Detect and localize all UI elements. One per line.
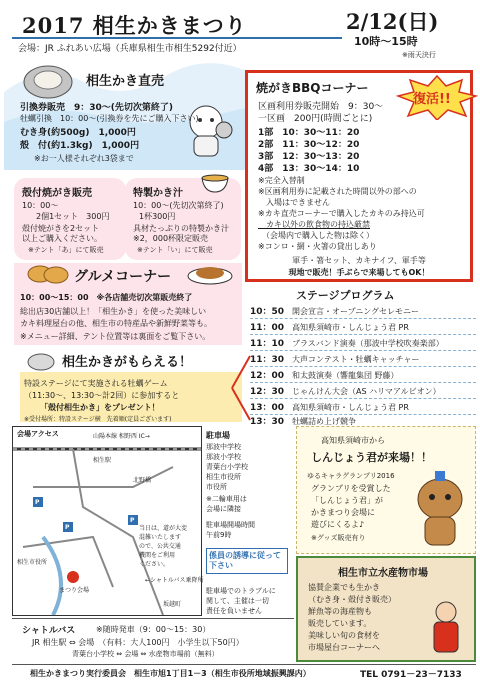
access-map (12, 426, 202, 616)
stage-event: ブラスバンド演奏（那波中学校吹奏楽部） (292, 339, 444, 348)
free-oyster-line-1: 特設ステージにて実施される牡蠣ゲーム (24, 379, 168, 388)
mascot-line: 遊びにくるよ♪ (311, 520, 365, 529)
oyster-soup-line-1: 10：00～(先切次第終了) (133, 201, 224, 210)
grilled-oyster-title: 殻付焼がき販売 (22, 188, 92, 199)
market-line: 協賛企業でも生かき (308, 583, 380, 592)
stage-time: 13：30 (250, 417, 285, 427)
market-line: 美味しい旬の食材を (308, 631, 380, 640)
stage-row (250, 352, 476, 367)
mascot-line: 「しんじょう君」が (311, 496, 383, 505)
parking-info (204, 426, 294, 616)
map-note: 混雑いたします (139, 534, 182, 541)
gourmet-line-1: 10：00～15：00 ※各店舗売切次第販売終了 (20, 293, 193, 302)
map-label: ←シャトルバス乗降所 (145, 577, 204, 584)
parking-list: 青葉台小学校 (206, 463, 248, 471)
grilled-oyster-line-5: ※テント「あ」にて販売 (28, 246, 104, 254)
parking-line: 駐車場開場時間 (206, 521, 255, 529)
mascot-line: ゆるキャラグランプリ2016 (307, 472, 395, 480)
map-label: 坂越町 (163, 601, 182, 608)
gourmet-title: グルメコーナー (74, 269, 172, 285)
mascot-headline: しんじょう君が来場！！ (311, 451, 432, 464)
parking-list: 市役所 (206, 483, 227, 491)
grilled-oyster-box (14, 178, 126, 260)
noodle-plate-icon (186, 260, 234, 286)
parking-title: 駐車場 (206, 431, 230, 440)
map-note: 機関をご利用 (139, 552, 176, 559)
stage-time: 11：00 (250, 323, 285, 333)
parking-footer: 駐車場でのトラブルに (206, 587, 276, 595)
revival-badge: 復活!! (413, 92, 451, 107)
mascot-line: かきまつり会場に (311, 508, 375, 517)
parking-footer: 関して、主催は一切 (206, 597, 269, 605)
bbq-title: 焼がきBBQコーナー (256, 81, 369, 95)
map-label: 相生駅 (93, 457, 112, 464)
map-label: P (130, 517, 135, 524)
oyster-soup-title: 特製かき汁 (133, 188, 183, 199)
bbq-slot-2: 2部 11：30～12：20 (258, 140, 360, 150)
ds-line-2: むき身(約500g) 1,000円 (20, 128, 136, 138)
stage-time: 12：00 (250, 371, 285, 381)
stage-time: 11：10 (250, 339, 285, 349)
map-label: 山陽本線 相野西 IC→ (93, 433, 150, 440)
gourmet-line-4: ※メニュー詳細、テント位置等は裏面をご覧下さい。 (20, 332, 211, 341)
shuttle-note: ※随時発車（9：00～15：30） (96, 625, 211, 634)
oyster-soup-line-3: 具材たっぷりの特製かき汁 (133, 224, 229, 233)
parking-warning: 係員の誘導に従って下さい (206, 548, 288, 574)
bbq-slot-3: 3部 12：30～13：20 (258, 152, 360, 162)
map-label: P (65, 524, 70, 531)
map-title: 会場アクセス (17, 430, 59, 438)
stage-row (250, 336, 476, 351)
free-oyster-line-2: （11:30～、13:30～計2回）に参加すると (24, 391, 180, 400)
market-line: 販売しています。 (308, 619, 372, 628)
mascot-visit-box (296, 426, 476, 554)
stage-event: 開会宣言・オープニングセレモニー (292, 307, 420, 316)
rain-note: ※雨天決行 (402, 51, 436, 59)
venue-line: 会場：JR ふれあい広場（兵庫県相生市相生5292付近） (18, 44, 242, 54)
map-note: 当日は、道が大変 (139, 525, 188, 532)
stage-event: じゃんけん大会（AS ハリマアルビオン） (292, 387, 441, 396)
ds-sub-2: ※お一人様それぞれ3袋まで (34, 154, 134, 163)
mascot-illustration-icon (178, 100, 236, 160)
parking-footer: 責任を負いません (206, 607, 262, 615)
bbq-intro-1: 区画利用券販売開始 9：30～ (258, 102, 384, 112)
ds-sub-1: 牡蠣引換 10：00～(引換券を先にご購入下さい) (20, 114, 199, 123)
stage-event: 高知県須崎市・しんじょう君 PR (292, 403, 409, 412)
page-title (22, 10, 247, 40)
parking-list: 那波中学校 (206, 443, 241, 451)
parking-line: 午前9時 (206, 531, 232, 539)
bbq-note-7: ※コンロ・網・火箸の貸出しあり (258, 242, 377, 251)
stage-time: 11：30 (250, 355, 285, 365)
title-year: 2017 (22, 13, 85, 38)
bbq-footer-1: 軍手・箸セット、カキナイフ、軍手等 (292, 256, 426, 265)
fried-oyster-icon (26, 262, 70, 286)
event-date: 2/12(日) (346, 9, 439, 34)
grilled-oyster-line-3: 殻付焼がきを2セット (22, 224, 100, 233)
market-line: （むき身・殻付き販売） (308, 595, 396, 604)
stage-event: 和太鼓演奏（響龍集団 野藤） (292, 371, 399, 380)
stage-row (250, 320, 476, 335)
shuttle-line: JR 相生駅 ⇔ 会場 （有料：大人100円 小学生以下50円） (32, 638, 244, 647)
grilled-oyster-line-2: 2個1セット 300円 (36, 212, 110, 221)
map-label: P (35, 499, 40, 506)
map-label: まつり会場 (59, 587, 90, 594)
stage-event: 牡蠣詰め上げ競争 (292, 417, 356, 426)
stage-row (250, 304, 476, 319)
bbq-slot-1: 1部 10：30～11：20 (258, 128, 360, 138)
bbq-note-3: 入場はできません (258, 198, 330, 207)
footer-divider (12, 664, 476, 665)
market-line: 市場屋台コーナーへ (308, 643, 380, 652)
oyster-soup-line-5: ※テント「い」にて販売 (137, 246, 213, 254)
mascot-line: グランプリを受賞した (311, 484, 391, 493)
stage-event: 高知県須崎市・しんじょう君 PR (292, 323, 409, 332)
map-note: ので、公共交通 (139, 543, 181, 550)
ds-line-3: 殻 付(約1.3kg) 1,000円 (20, 141, 140, 151)
soup-bowl-icon (200, 170, 230, 194)
oyster-soup-line-2: 1杯300円 (139, 212, 176, 221)
shuttle-title: シャトルバス (22, 626, 76, 636)
gourmet-line-3: カキ料理屋台の他、相生市の特産品や新鮮野菜等も。 (20, 319, 212, 328)
parking-line: 会場に隣接 (206, 505, 241, 513)
stage-row (250, 400, 476, 415)
market-title: 相生市立水産物市場 (338, 568, 428, 579)
mascot-line: 高知県須崎市から (321, 436, 385, 445)
event-hours: 10時～15時 (354, 35, 418, 48)
stage-title: ステージプログラム (296, 289, 395, 302)
stage-row (250, 384, 476, 399)
grilled-oyster-line-4: 以上ご購入ください。 (22, 234, 102, 243)
oyster-icon (22, 58, 74, 102)
free-oyster-line-3: 「殻付相生かき」をプレゼント！ (40, 403, 160, 412)
oyster-shell-icon (26, 350, 56, 372)
ds-line-1: 引換券販売 9：30～(先切次第終了) (20, 103, 174, 113)
bbq-slot-4: 4部 13：30～14：10 (258, 164, 360, 174)
grilled-oyster-line-1: 10：00～ (22, 201, 59, 210)
stage-event: 大声コンテスト・牡蠣キャッチャー (292, 355, 420, 364)
stage-row (250, 368, 476, 383)
free-oyster-line-4: ※受付場所：特設ステージ横 先着順(定員ございます) (24, 416, 172, 423)
shuttle-bus-section (12, 618, 294, 664)
organizer-info: 相生かきまつり実行委員会 相生市旭1丁目1－3（相生市役所地域振興課内） (30, 669, 311, 678)
bbq-note-5: カキ以外の飲食物の持込厳禁 (258, 220, 370, 229)
stage-time: 12：30 (250, 387, 285, 397)
parking-list: 那波小学校 (206, 453, 241, 461)
stage-time: 13：00 (250, 403, 285, 413)
bbq-note-4: ※カキ直売コーナーで購入したカキのみ持込可 (258, 209, 425, 218)
fish-market-box (296, 556, 476, 662)
shinjo-kun-mascot-icon (409, 469, 471, 551)
map-label: 北野橋 (133, 477, 152, 484)
direct-sale-title: 相生かき直売 (86, 74, 165, 89)
market-line: 鮮魚等の海産物も (308, 607, 372, 616)
fishmonger-icon (422, 598, 470, 658)
contact-phone: TEL 0791－23－7133 (360, 670, 462, 680)
title-text: 相生かきまつり (92, 14, 247, 38)
parking-list: 相生市役所 (206, 473, 241, 481)
stage-time: 10：50 (250, 307, 285, 317)
free-oyster-title: 相生かきがもらえる！ (62, 355, 193, 370)
bbq-note-6: （会場内で購入した物は除く） (258, 231, 374, 240)
bbq-note-2: ※区画利用券に記載された時間以外の部への (258, 187, 417, 196)
arrow-to-stage-icon (230, 348, 254, 428)
parking-line: ※二輪車用は (206, 495, 247, 503)
map-label: 相生市役所 (17, 559, 48, 566)
shuttle-line: 青葉台小学校 ⇔ 会場 ⇔ 水産物市場前（無料） (72, 650, 219, 658)
bbq-intro-2: 一区画 200円(時間ごとに) (258, 114, 373, 124)
oyster-soup-line-4: ※2，000杯限定販売 (133, 234, 209, 243)
bbq-footer-2: 現地で販売！手ぶらで来場してもOK！ (288, 268, 430, 277)
mascot-line: ※グッズ販売有り (311, 534, 366, 542)
gourmet-line-2: 総出店30店舗以上！「相生かき」を使った美味しい (20, 307, 207, 316)
bbq-note-1: ※完全入替制 (258, 176, 305, 185)
map-note: ください。 (139, 561, 170, 568)
